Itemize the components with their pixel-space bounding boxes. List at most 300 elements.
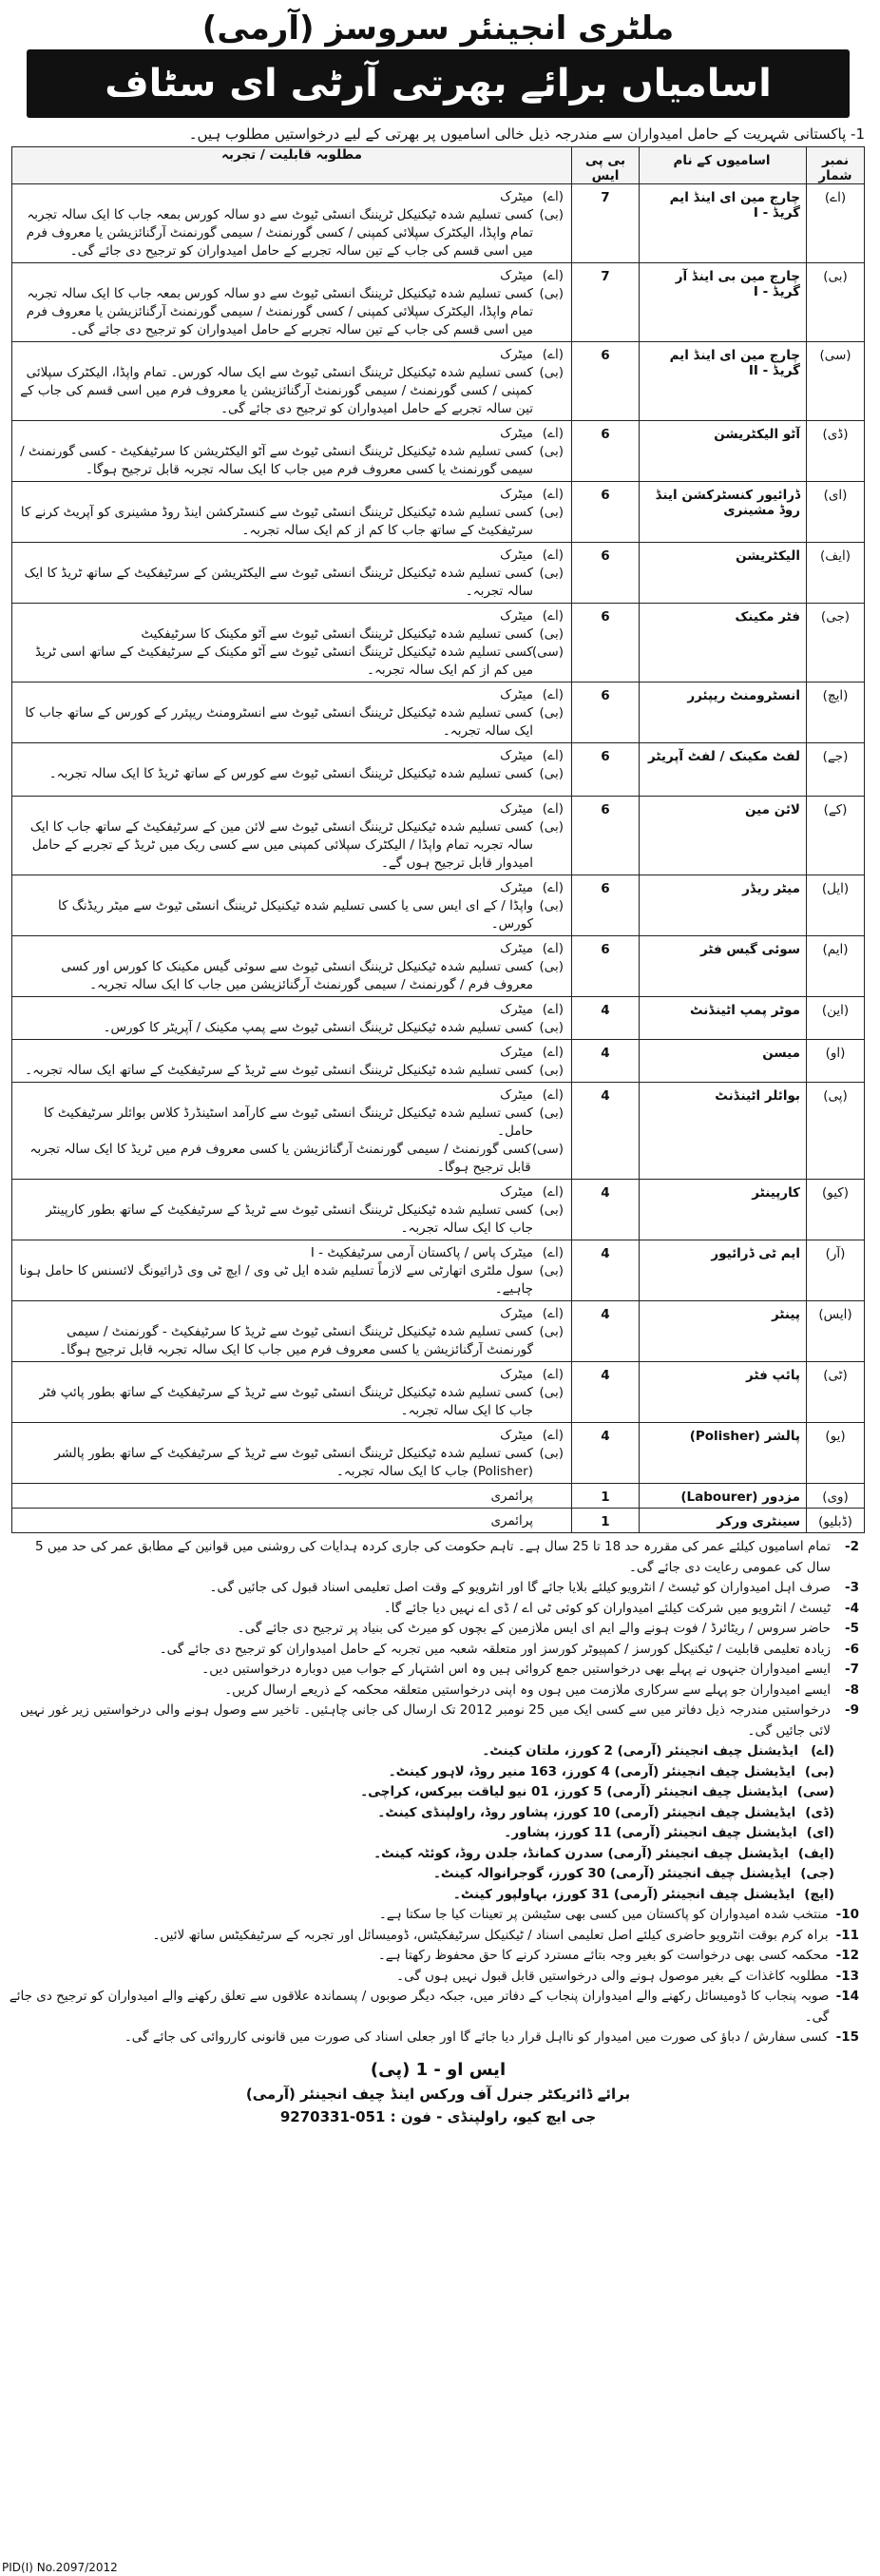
qualification-text: سول ملٹری اتھارٹی سے لازماً تسلیم شدہ ایل ٹی وی / ایچ ٹی وی ڈرائیونگ لائسنس کا حامل ہونا چاہیے۔ [19,1263,533,1297]
qualification-cell [12,543,572,604]
qualification-cell [12,184,572,263]
qualification-text: کسی تسلیم شدہ ٹیکنیکل ٹریننگ انسٹی ٹیوٹ سے کورس کے ساتھ ٹریڈ کا ایک سالہ تجربہ۔ [48,766,533,781]
advertisement-page [8,8,869,2565]
row-number: (جے) [807,743,865,797]
table-row [12,1301,865,1362]
footer-address: جی ایچ کیو، راولپنڈی - فون : 051-9270331 [279,2107,597,2125]
qualification-line [18,940,564,958]
post-name: سوئی گیس فٹر [640,936,807,997]
note-text: حاضر سروس / ریٹائرڈ / فوت ہونے والے ایم ای ایس ملازمین کے بچوں کو میرٹ کی بنیاد پر ترجیح دی جائے گی۔ [237,1621,831,1636]
office-address [8,1823,859,1844]
table-row [12,482,865,543]
qualification-text: کسی تسلیم شدہ ٹیکنیکل ٹریننگ انسٹی ٹیوٹ سے آٹو الیکٹریشن کا سرٹیفکیٹ - کسی گورنمنٹ / سیمی گورنمنٹ یا کسی معروف فرم میں جاب کا ایک سالہ تجربہ قابل ترجیح ہوگا۔ [20,444,533,477]
note-text: زیادہ تعلیمی قابلیت / ٹیکنیکل کورسز / کمپیوٹر کورسز اور متعلقہ شعبہ میں تجربہ کے حامل امیدواران کو ترجیح دی جائے گی۔ [159,1641,831,1657]
qualification-cell [12,1423,572,1484]
note-number: 2- [844,1539,859,1554]
table-row [12,421,865,482]
qualification-line [18,267,564,285]
qualification-text: میٹرک [500,1087,533,1103]
post-name: سینٹری ورکر [640,1509,807,1533]
qualification-cell [12,797,572,875]
qualification-text: میٹرک [500,687,533,702]
qualification-text: میٹرک [500,801,533,817]
qualification-marker: (بی) [539,766,564,781]
qualification-line [18,1427,564,1445]
table-row [12,1484,865,1509]
qualification-text: میٹرک [500,1306,533,1321]
note-item [8,1599,859,1620]
note-number: 10- [835,1907,859,1922]
qualification-cell [12,604,572,682]
office-text: ایڈیشنل چیف انجینئر (آرمی) 11 کورز، پشاور۔ [504,1825,797,1840]
bps-value: 7 [572,263,640,342]
qualification-marker: (بی) [539,505,564,520]
qualification-cell [12,342,572,421]
note-number: 3- [844,1580,859,1595]
qualification-text: میٹرک [500,941,533,956]
note-item [8,1926,859,1947]
note-text: براہ کرم بوقت انٹرویو حاضری کیلئے اصل تعلیمی اسناد / ٹیکنیکل سرٹیفکیٹس، ڈومیسائل اور تجربہ کے سرٹیفکیٹس ساتھ لائیں۔ [152,1927,829,1943]
qualification-marker: (بی) [539,286,564,301]
qualification-text: میٹرک [500,426,533,441]
qualification-marker: (اے) [542,1184,564,1200]
row-number: (او) [807,1040,865,1083]
qualification-cell [12,1083,572,1180]
office-text: ایڈیشنل چیف انجینئر (آرمی) 5 کورز، 01 نیو لیاقت بیرکس، کراچی۔ [360,1784,788,1799]
qualification-text: میٹرک [500,1002,533,1017]
note-item [8,1967,859,1988]
office-address [8,1803,859,1824]
note-item [8,1537,859,1578]
post-name: میٹر ریڈر [640,875,807,936]
table-row [12,1362,865,1423]
bps-value: 4 [572,1240,640,1301]
qualification-marker: (بی) [539,444,564,459]
qualification-cell [12,1180,572,1240]
row-number: (سی) [807,342,865,421]
office-marker: (سی) [796,1784,834,1799]
table-row [12,682,865,743]
qualification-line [18,897,564,933]
note-item [8,2028,859,2048]
qualification-text: کسی تسلیم شدہ ٹیکنیکل ٹریننگ انسٹی ٹیوٹ سے ٹریڈ کے سرٹیفکیٹ کے ساتھ ایک سالہ تجربہ۔ [25,1063,533,1078]
row-number: (ایل) [807,875,865,936]
note-item [8,1701,859,1741]
table-row [12,1509,865,1533]
qualification-line [18,1105,564,1141]
office-address [8,1885,859,1906]
qualification-line [18,188,564,206]
qualification-line [18,607,564,625]
bps-value: 4 [572,1423,640,1484]
office-text: ایڈیشنل چیف انجینئر (آرمی) 30 کورز، گوجرانوالہ کینٹ۔ [433,1866,792,1881]
intro-line [8,122,869,146]
office-marker: (ای) [806,1825,834,1840]
qualification-line [18,1366,564,1384]
qualification-line [18,285,564,339]
qualification-text: کسی تسلیم شدہ ٹیکنیکل ٹریننگ انسٹی ٹیوٹ سے ٹریڈ کے سرٹیفکیٹ کے ساتھ بطور پائپ فٹر جاب کا ایک سالہ تجربہ۔ [39,1385,533,1418]
bps-value: 4 [572,1180,640,1240]
qualification-text: میٹرک [500,487,533,502]
qualification-marker: (بی) [539,1263,564,1278]
qualification-line [18,443,564,479]
table-row [12,875,865,936]
note-item [8,1681,859,1701]
qualification-cell [12,263,572,342]
row-number: (ڈبلیو) [807,1509,865,1533]
table-row [12,1040,865,1083]
office-marker: (ایچ) [804,1886,834,1902]
qualification-line [18,879,564,897]
qualification-marker: (بی) [539,1063,564,1078]
qualification-line [18,686,564,704]
qualification-cell [12,1301,572,1362]
post-name: لائن مین [640,797,807,875]
intro-number: 1- [851,125,865,143]
note-text: صرف اہل امیدواران کو ٹیسٹ / انٹرویو کیلئے بلایا جائے گا اور انٹرویو کے وقت اصل تعلیمی اسناد قبول کی جائیں گی۔ [209,1580,831,1595]
qualification-marker: (اے) [542,1002,564,1017]
vacancies-banner: اسامیاں برائے بھرتی آرٹی ای سٹاف [27,49,850,118]
qualification-line [18,486,564,504]
bps-value: 6 [572,421,640,482]
qualification-marker: (بی) [539,207,564,222]
bps-value: 6 [572,482,640,543]
qualification-text: میٹرک [500,1184,533,1200]
table-row [12,936,865,997]
footer-title: برائے ڈائریکٹر جنرل آف ورکس اینڈ چیف انجینئر (آرمی) [245,2085,631,2103]
office-address [8,1782,859,1803]
qualification-text: کسی تسلیم شدہ ٹیکنیکل ٹریننگ انسٹی ٹیوٹ سے انسٹرومنٹ ریپئرر کے کورس کے ساتھ جاب کا ایک سالہ تجربہ۔ [25,705,533,739]
row-number: (کیو) [807,1180,865,1240]
post-name: چارج مین بی اینڈ آر گریڈ - I [640,263,807,342]
table-row [12,263,865,342]
office-text: ایڈیشنل چیف انجینئر (آرمی) 4 کورز، 163 منیر روڈ، لاہور کینٹ۔ [388,1763,795,1779]
qualification-marker: (بی) [539,1020,564,1035]
qualification-line [18,1019,564,1037]
qualification-text: کسی تسلیم شدہ ٹیکنیکل ٹریننگ انسٹی ٹیوٹ سے دو سالہ کورس بمعہ جاب کا ایک سالہ تجربہ تمام واپڈا، الیکٹرک سپلائی کمپنی / کسی گورنمنٹ / سیمی گورنمنٹ آرگنائزیشن یا معروف فرم میں اسی قسم کی جاب کے تین سالہ تجربے کے حامل امیدواران کو ترجیح دی جائے گی۔ [26,286,533,337]
qualification-line [18,1001,564,1019]
note-number: 6- [844,1641,859,1657]
qualification-cell [12,743,572,797]
post-name: ایم ٹی ڈرائیور [640,1240,807,1301]
table-row [12,1423,865,1484]
bps-value: 6 [572,936,640,997]
table-row [12,1180,865,1240]
office-address [8,1762,859,1783]
post-name: آٹو الیکٹریشن [640,421,807,482]
post-name: انسٹرومنٹ ریپئرر [640,682,807,743]
qualification-cell [12,936,572,997]
row-number: (ٹی) [807,1362,865,1423]
office-marker: (جی) [800,1866,834,1881]
qualification-text: واپڈا / کے ای ایس سی یا کسی تسلیم شدہ ٹیکنیکل ٹریننگ انسٹی ٹیوٹ سے میٹر ریڈنگ کا کورس۔ [57,898,533,932]
note-text: ٹیسٹ / انٹرویو میں شرکت کیلئے امیدواران کو کوئی ٹی اے / ڈی اے نہیں دیا جائے گا۔ [383,1600,831,1616]
qualification-line [18,1183,564,1201]
qualification-marker: (اے) [542,1428,564,1443]
bps-value: 6 [572,604,640,682]
post-name: بوائلر اٹینڈنٹ [640,1083,807,1180]
qualification-marker: (بی) [539,626,564,642]
qualification-marker: (بی) [539,1385,564,1400]
qualification-cell [12,682,572,743]
qualification-text: میٹرک [500,1367,533,1382]
table-row [12,743,865,797]
office-marker: (ڈی) [805,1804,834,1820]
vacancy-table [11,146,865,1533]
offices-list [8,1741,859,1905]
bps-value: 4 [572,997,640,1040]
qualification-marker: (اے) [542,801,564,817]
row-number: (آر) [807,1240,865,1301]
qualification-marker: (اے) [542,548,564,563]
bps-value: 4 [572,1362,640,1423]
qualification-marker: (بی) [539,365,564,380]
col-header-no: نمبر شمار [807,147,865,184]
qualification-text: میٹرک [500,347,533,362]
note-item [8,1660,859,1681]
row-number: (اے) [807,184,865,263]
post-name: کارپینٹر [640,1180,807,1240]
qualification-cell [12,1040,572,1083]
qualification-cell [12,1362,572,1423]
qualification-cell [12,1240,572,1301]
table-row [12,342,865,421]
note-number: 4- [844,1600,859,1616]
qualification-marker: (اے) [542,1087,564,1103]
notes-section [8,1537,869,2048]
qualification-marker: (اے) [542,687,564,702]
qualification-line [18,958,564,994]
qualification-text: کسی گورنمنٹ / سیمی گورنمنٹ آرگنائزیشن یا کسی معروف فرم میں ٹریڈ کا ایک سالہ تجربہ قابل ترجیح ہوگا۔ [29,1142,531,1175]
qualification-line [18,206,564,260]
qualification-text: کسی تسلیم شدہ ٹیکنیکل ٹریننگ انسٹی ٹیوٹ سے ٹریڈ کے سرٹیفکیٹ کے ساتھ بطور پالشر (Polisher) جاب کا ایک سالہ تجربہ۔ [54,1446,533,1479]
qualification-marker [539,1488,564,1506]
office-address [8,1844,859,1865]
qualification-line [18,425,564,443]
qualification-line [18,1305,564,1323]
qualification-marker: (اے) [542,748,564,763]
note-number: 5- [844,1621,859,1636]
note-number: 14- [835,1989,859,2004]
post-name: چارج مین ای اینڈ ایم گریڈ - I [640,184,807,263]
post-name: چارج مین ای اینڈ ایم گریڈ - II [640,342,807,421]
table-row [12,997,865,1040]
qualification-line [18,704,564,740]
note-number: 9- [844,1702,859,1718]
bps-value: 6 [572,797,640,875]
post-name: لفٹ مکینک / لفٹ آپریٹر [640,743,807,797]
pid-number: PID(I) No.2097/2012 [2,2561,118,2574]
bps-value: 1 [572,1484,640,1509]
qualification-marker: (اے) [542,880,564,895]
post-name: موٹر پمپ اٹینڈنٹ [640,997,807,1040]
post-name: پینٹر [640,1301,807,1362]
note-item [8,1987,859,2028]
qualification-marker: (اے) [542,1367,564,1382]
qualification-line [18,346,564,364]
qualification-text: کسی تسلیم شدہ ٹیکنیکل ٹریننگ انسٹی ٹیوٹ سے آٹو مکینک کا سرٹیفکیٹ [141,626,533,642]
qualification-marker: (بی) [539,898,564,913]
office-text: ایڈیشنل چیف انجینئر (آرمی) 31 کورز، بہاولپور کینٹ۔ [452,1886,795,1902]
qualification-text: پرائمری [490,1489,533,1504]
qualification-line [18,644,564,680]
qualification-text: کسی تسلیم شدہ ٹیکنیکل ٹریننگ انسٹی ٹیوٹ سے ٹریڈ کا سرٹیفکیٹ - گورنمنٹ / سیمی گورنمنٹ آرگنائزیشن یا کسی معروف فرم میں جاب کا ایک سالہ تجربہ قابل ترجیح ہوگا۔ [59,1324,533,1357]
qualification-marker: (بی) [539,705,564,721]
bps-value: 6 [572,682,640,743]
note-item [8,1619,859,1640]
qualification-text: میٹرک [500,548,533,563]
page-title: ملٹری انجینئر سروسز (آرمی) [201,10,675,48]
qualification-line [18,565,564,601]
office-text: ایڈیشنل چیف انجینئر (آرمی) سدرن کمانڈ، جلدن روڈ، کوئٹہ کینٹ۔ [373,1845,789,1861]
row-number: (این) [807,997,865,1040]
row-number: (بی) [807,263,865,342]
qualification-marker: (اے) [542,347,564,362]
qualification-line [18,364,564,418]
table-header-row [12,147,865,184]
office-marker: (اے) [811,1743,834,1759]
qualification-line [18,1488,564,1506]
note-number: 13- [835,1968,859,1984]
qualification-line [18,547,564,565]
qualification-line [18,1044,564,1062]
row-number: (جی) [807,604,865,682]
qualification-cell [12,997,572,1040]
qualification-line [18,1062,564,1080]
qualification-text: میٹرک [500,880,533,895]
note-text: ایسے امیدواران جنہوں نے پہلے بھی درخواستیں جمع کروائی ہیں وہ اس اشتہار کے جواب میں دوبارہ درخواستیں دیں۔ [201,1662,831,1677]
bps-value: 1 [572,1509,640,1533]
qualification-cell [12,482,572,543]
table-row [12,543,865,604]
qualification-cell [12,1484,572,1509]
qualification-text: میٹرک [500,1045,533,1060]
qualification-marker: (بی) [539,566,564,581]
qualification-line [18,765,564,783]
table-row [12,604,865,682]
bps-value: 4 [572,1040,640,1083]
note-number: 15- [835,2029,859,2045]
qualification-marker [539,1512,564,1530]
bps-value: 6 [572,875,640,936]
qualification-text: میٹرک [500,1428,533,1443]
office-text: ایڈیشنل چیف انجینئر (آرمی) 2 کورز، ملتان کینٹ۔ [482,1743,798,1759]
qualification-line [18,1244,564,1262]
bps-value: 7 [572,184,640,263]
qualification-marker: (اے) [542,268,564,283]
qualification-text: کسی تسلیم شدہ ٹیکنیکل ٹریننگ انسٹی ٹیوٹ سے کارآمد اسٹینڈرڈ کلاس بوائلر سرٹیفکیٹ کا حامل۔ [44,1105,533,1139]
qualification-line [18,818,564,873]
post-name: پائپ فٹر [640,1362,807,1423]
qualification-marker: (بی) [539,959,564,974]
table-row [12,1240,865,1301]
table-row [12,184,865,263]
note-text: مطلوبہ کاغذات کے بغیر موصول ہونے والی درخواستیں قابل قبول نہیں ہوں گی۔ [396,1968,829,1984]
qualification-text: کسی تسلیم شدہ ٹیکنیکل ٹریننگ انسٹی ٹیوٹ سے لائن مین کے سرٹیفکیٹ کے ساتھ جاب کا ایک سالہ تجربہ تمام واپڈا / الیکٹرک سپلائی کمپنی میں سے کسی ریک میں ٹریڈ کے تجربے کے حامل امیدوار قابل ترجیح ہوں گے۔ [29,819,533,871]
post-name: میسن [640,1040,807,1083]
table-row [12,1083,865,1180]
row-number: (کے) [807,797,865,875]
row-number: (ایف) [807,543,865,604]
office-text: ایڈیشنل چیف انجینئر (آرمی) 10 کورز، پشاور روڈ، راولپنڈی کینٹ۔ [377,1804,796,1820]
bps-value: 4 [572,1301,640,1362]
note-text: منتخب شدہ امیدواران کو پاکستان میں کسی بھی سٹیشن پر تعینات کیا جا سکتا ہے۔ [378,1907,829,1922]
footer-code: ایس او - 1 (پی) [370,2059,507,2080]
qualification-text: کسی تسلیم شدہ ٹیکنیکل ٹریننگ انسٹی ٹیوٹ سے الیکٹریشن کے سرٹیفکیٹ کے ساتھ ٹریڈ کا ایک سالہ تجربہ۔ [24,566,533,599]
qualification-line [18,1512,564,1530]
note-number: 12- [835,1948,859,1963]
qualification-marker: (اے) [542,1245,564,1260]
bps-value: 6 [572,342,640,421]
note-item [8,1640,859,1661]
bps-value: 4 [572,1083,640,1180]
post-name: پالشر (Polisher) [640,1423,807,1484]
qualification-text: پرائمری [490,1513,533,1528]
note-text: کسی سفارش / دباؤ کی صورت میں امیدوار کو نااہل قرار دیا جائے گا اور جعلی اسناد کی صورت میں قانونی کارروائی کی جائے گی۔ [124,2029,829,2045]
qualification-marker: (بی) [539,1324,564,1339]
qualification-line [18,800,564,818]
row-number: (ای) [807,482,865,543]
qualification-text: کسی تسلیم شدہ ٹیکنیکل ٹریننگ انسٹی ٹیوٹ سے کنسٹرکشن اینڈ روڈ مشینری کو آپریٹ کرنے کا سرٹیفکیٹ کے ساتھ جاب کا کم از کم ایک سالہ تجربہ۔ [20,505,533,538]
qualification-line [18,1086,564,1105]
qualification-line [18,1201,564,1238]
qualification-cell [12,421,572,482]
office-marker: (بی) [804,1763,834,1779]
intro-text: پاکستانی شہریت کے حامل امیدواران سے مندرجہ ذیل خالی اسامیوں پر بھرتی کے لیے درخواستیں مطلوب ہیں۔ [188,125,847,143]
row-number: (ایس) [807,1301,865,1362]
qualification-marker: (سی) [531,644,564,660]
qualification-line [18,1445,564,1481]
row-number: (پی) [807,1083,865,1180]
qualification-marker: (بی) [539,819,564,835]
qualification-line [18,747,564,765]
qualification-marker: (اے) [542,487,564,502]
qualification-text: کسی تسلیم شدہ ٹیکنیکل ٹریننگ انسٹی ٹیوٹ سے دو سالہ کورس بمعہ جاب کا ایک سالہ تجربہ تمام واپڈا، الیکٹرک سپلائی کمپنی / کسی گورنمنٹ / سیمی گورنمنٹ آرگنائزیشن یا معروف فرم میں اسی قسم کی جاب کے تین سالہ تجربے کے حامل امیدواران کو ترجیح دی جائے گی۔ [26,207,533,259]
post-name: مزدور (Labourer) [640,1484,807,1509]
qualification-marker: (اے) [542,608,564,624]
qualification-text: کسی تسلیم شدہ ٹیکنیکل ٹریننگ انسٹی ٹیوٹ سے ٹریڈ کے سرٹیفکیٹ کے ساتھ بطور کارپینٹر جاب کا ایک سالہ تجربہ۔ [46,1202,533,1236]
qualification-text: میٹرک پاس / پاکستان آرمی سرٹیفکیٹ - I [310,1245,533,1260]
row-number: (یو) [807,1423,865,1484]
office-address [8,1741,859,1762]
post-name: الیکٹریشن [640,543,807,604]
note-text: محکمہ کسی بھی درخواست کو بغیر وجہ بتائے مسترد کرنے کا حق محفوظ رکھتا ہے۔ [377,1948,829,1963]
notes-list [8,1537,859,1741]
qualification-marker: (اے) [542,426,564,441]
bps-value: 6 [572,743,640,797]
row-number: (ایم) [807,936,865,997]
qualification-text: میٹرک [500,748,533,763]
note-item [8,1578,859,1599]
note-text: ایسے امیدواران جو پہلے سے سرکاری ملازمت میں ہوں وہ اپنی درخواستیں متعلقہ محکمہ کے ذریعے ارسال کریں۔ [224,1682,831,1698]
col-header-name: اسامیوں کے نام [640,147,807,184]
qualification-line [18,1384,564,1420]
post-name: فٹر مکینک [640,604,807,682]
note-number: 8- [844,1682,859,1698]
note-text: درخواستیں مندرجہ ذیل دفاتر میں سے کسی ایک میں 25 نومبر 2012 تک ارسال کی جانی چاہئیں۔ تاخیر سے وصول ہونے والی درخواستیں زیر غور نہیں لائی جائیں گی۔ [19,1702,831,1739]
qualification-text: میٹرک [500,268,533,283]
post-name: ڈرائیور کنسٹرکشن اینڈ روڈ مشینری [640,482,807,543]
qualification-line [18,1141,564,1177]
qualification-line [18,1262,564,1298]
table-row [12,797,865,875]
qualification-marker: (بی) [539,1105,564,1121]
vacancy-table-body [12,184,865,1533]
qualification-text: میٹرک [500,608,533,624]
bps-value: 6 [572,543,640,604]
qualification-text: کسی تسلیم شدہ ٹیکنیکل ٹریننگ انسٹی ٹیوٹ سے پمپ مکینک / آپریٹر کا کورس۔ [103,1020,533,1035]
row-number: (وی) [807,1484,865,1509]
